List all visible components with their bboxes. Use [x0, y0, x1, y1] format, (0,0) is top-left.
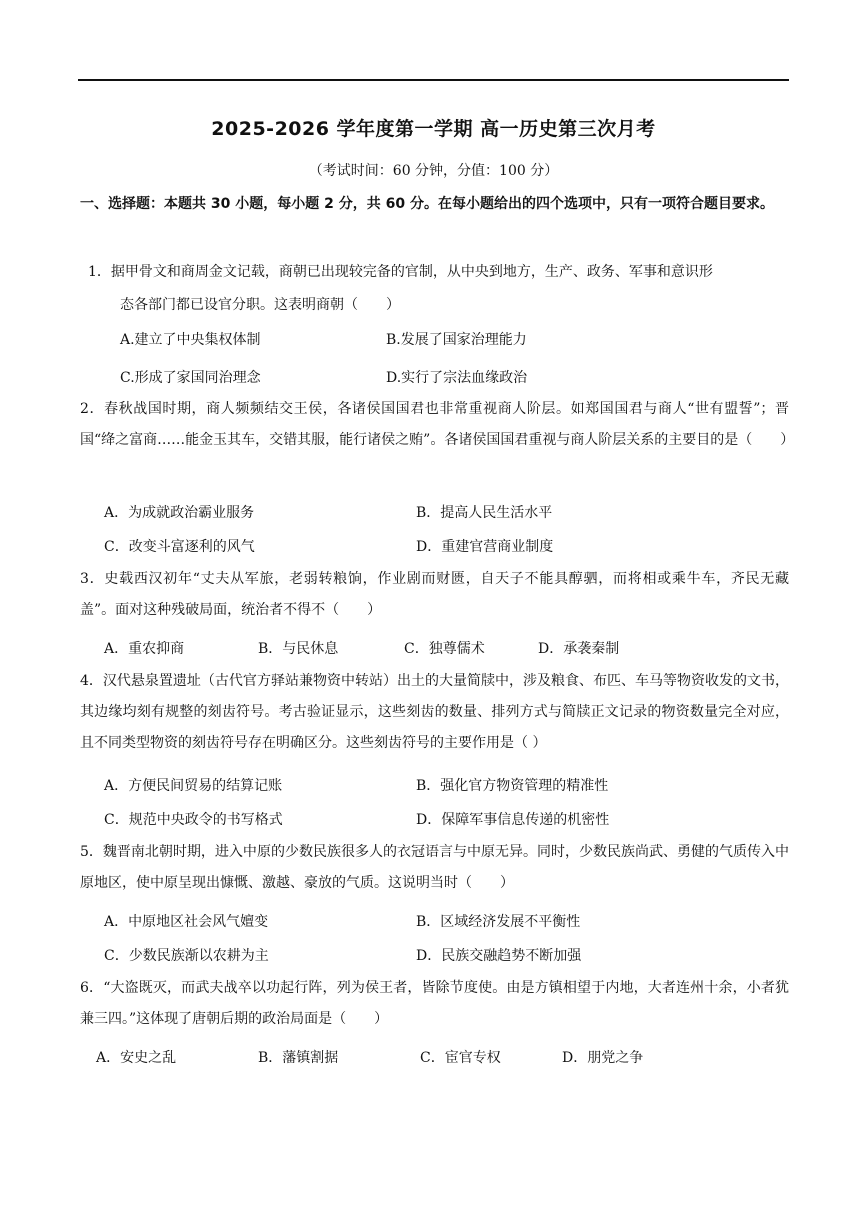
question-2-option-a: A．为成就政治霸业服务: [104, 505, 255, 521]
question-4-option-c: C．规范中央政令的书写格式: [104, 812, 283, 828]
question-1-option-b: B.发展了国家治理能力: [386, 332, 527, 348]
question-6-option-a: A．安史之乱: [96, 1050, 177, 1066]
question-3-option-c: C．独尊儒术: [404, 641, 485, 657]
question-text: 据甲骨文和商周金文记载，商朝已出现较完备的官制，从中央到地方，生产、政务、军事和意识形: [110, 264, 713, 280]
question-1-option-a: A.建立了中央集权体制: [120, 332, 261, 348]
question-number: 2．: [80, 401, 105, 417]
exam-subtitle: （考试时间：60 分钟，分值：100 分）: [308, 163, 559, 179]
question-5-stem: [80, 837, 789, 899]
header-rule: [78, 79, 789, 81]
question-text: 魏晋南北朝时期，进入中原的少数民族很多人的衣冠语言与中原无异。同时，少数民族尚武、勇健的气质传入中原地区，使中原呈现出慷慨、激越、豪放的气质。这说明当时（ ）: [80, 844, 789, 891]
question-number: 6．: [80, 980, 104, 996]
question-2-option-c: C．改变斗富逐利的风气: [104, 539, 255, 555]
question-6-option-b: B．藩镇割据: [258, 1050, 339, 1066]
question-6-option-d: D．朋党之争: [562, 1050, 644, 1066]
question-3-option-d: D．承袭秦制: [538, 641, 620, 657]
question-1-option-d: D.实行了宗法血缘政治: [386, 370, 528, 386]
question-1-option-c: C.形成了家国同治理念: [120, 370, 261, 386]
question-4-option-d: D．保障军事信息传递的机密性: [416, 812, 610, 828]
question-6-option-c: C．宦官专权: [420, 1050, 501, 1066]
question-text: 汉代悬泉置遗址（古代官方驿站兼物资中转站）出土的大量简牍中，涉及粮食、布匹、车马等物资收发的文书，其边缘均刻有规整的刻齿符号。考古验证显示，这些刻齿的数量、排列方式与简牍正文记录的物资数量完全对应，且不同类型物资的刻齿符号存在明确区分。这些刻齿符号的主要作用是（ ）: [80, 673, 789, 751]
question-5-option-b: B．区域经济发展不平衡性: [416, 914, 581, 930]
question-3-option-b: B．与民休息: [258, 641, 339, 657]
question-1-line-1: [88, 257, 789, 288]
section-instruction: 一、选择题：本题共 30 小题，每小题 2 分，共 60 分。在每小题给出的四个选项中，只有一项符合题目要求。: [80, 196, 774, 212]
question-1-line-2: 态各部门都已设官分职。这表明商朝（ ）: [120, 297, 400, 313]
question-4-stem: [80, 666, 789, 759]
question-number: 4．: [80, 673, 103, 689]
question-5-option-a: A．中原地区社会风气嬗变: [104, 914, 269, 930]
question-text: “大盗既灭，而武夫战卒以功起行阵，列为侯王者，皆除节度使。由是方镇相望于内地，大者连州十余，小者犹兼三四。”这体现了唐朝后期的政治局面是（ ）: [80, 980, 789, 1027]
question-3-stem: [80, 564, 789, 626]
question-4-option-b: B．强化官方物资管理的精准性: [416, 778, 609, 794]
question-number: 3．: [80, 571, 105, 587]
question-2-option-d: D．重建官营商业制度: [416, 539, 554, 555]
question-3-option-a: A．重农抑商: [104, 641, 185, 657]
question-number: 5．: [80, 844, 103, 860]
question-text: 春秋战国时期，商人频频结交王侯，各诸侯国国君也非常重视商人阶层。如郑国国君与商人“世有盟誓”；晋国“绛之富商……能金玉其车，交错其服，能行诸侯之贿”。各诸侯国国君重视与商人阶层关系的主要目的是（ ）: [80, 401, 795, 448]
question-6-stem: [80, 973, 789, 1035]
question-text: 史载西汉初年“丈夫从军旅，老弱转粮饷，作业剧而财匮，自天子不能具醇驷，而将相或乘牛车，齐民无藏盖”。面对这种残破局面，统治者不得不（ ）: [80, 571, 789, 618]
question-4-option-a: A．方便民间贸易的结算记账: [104, 778, 283, 794]
question-2-stem: [80, 394, 795, 456]
question-5-option-d: D．民族交融趋势不断加强: [416, 948, 582, 964]
question-number: 1．: [88, 264, 111, 280]
question-5-option-c: C．少数民族渐以农耕为主: [104, 948, 269, 964]
exam-title: 2025-2026 学年度第一学期 高一历史第三次月考: [211, 118, 656, 140]
question-2-option-b: B．提高人民生活水平: [416, 505, 553, 521]
